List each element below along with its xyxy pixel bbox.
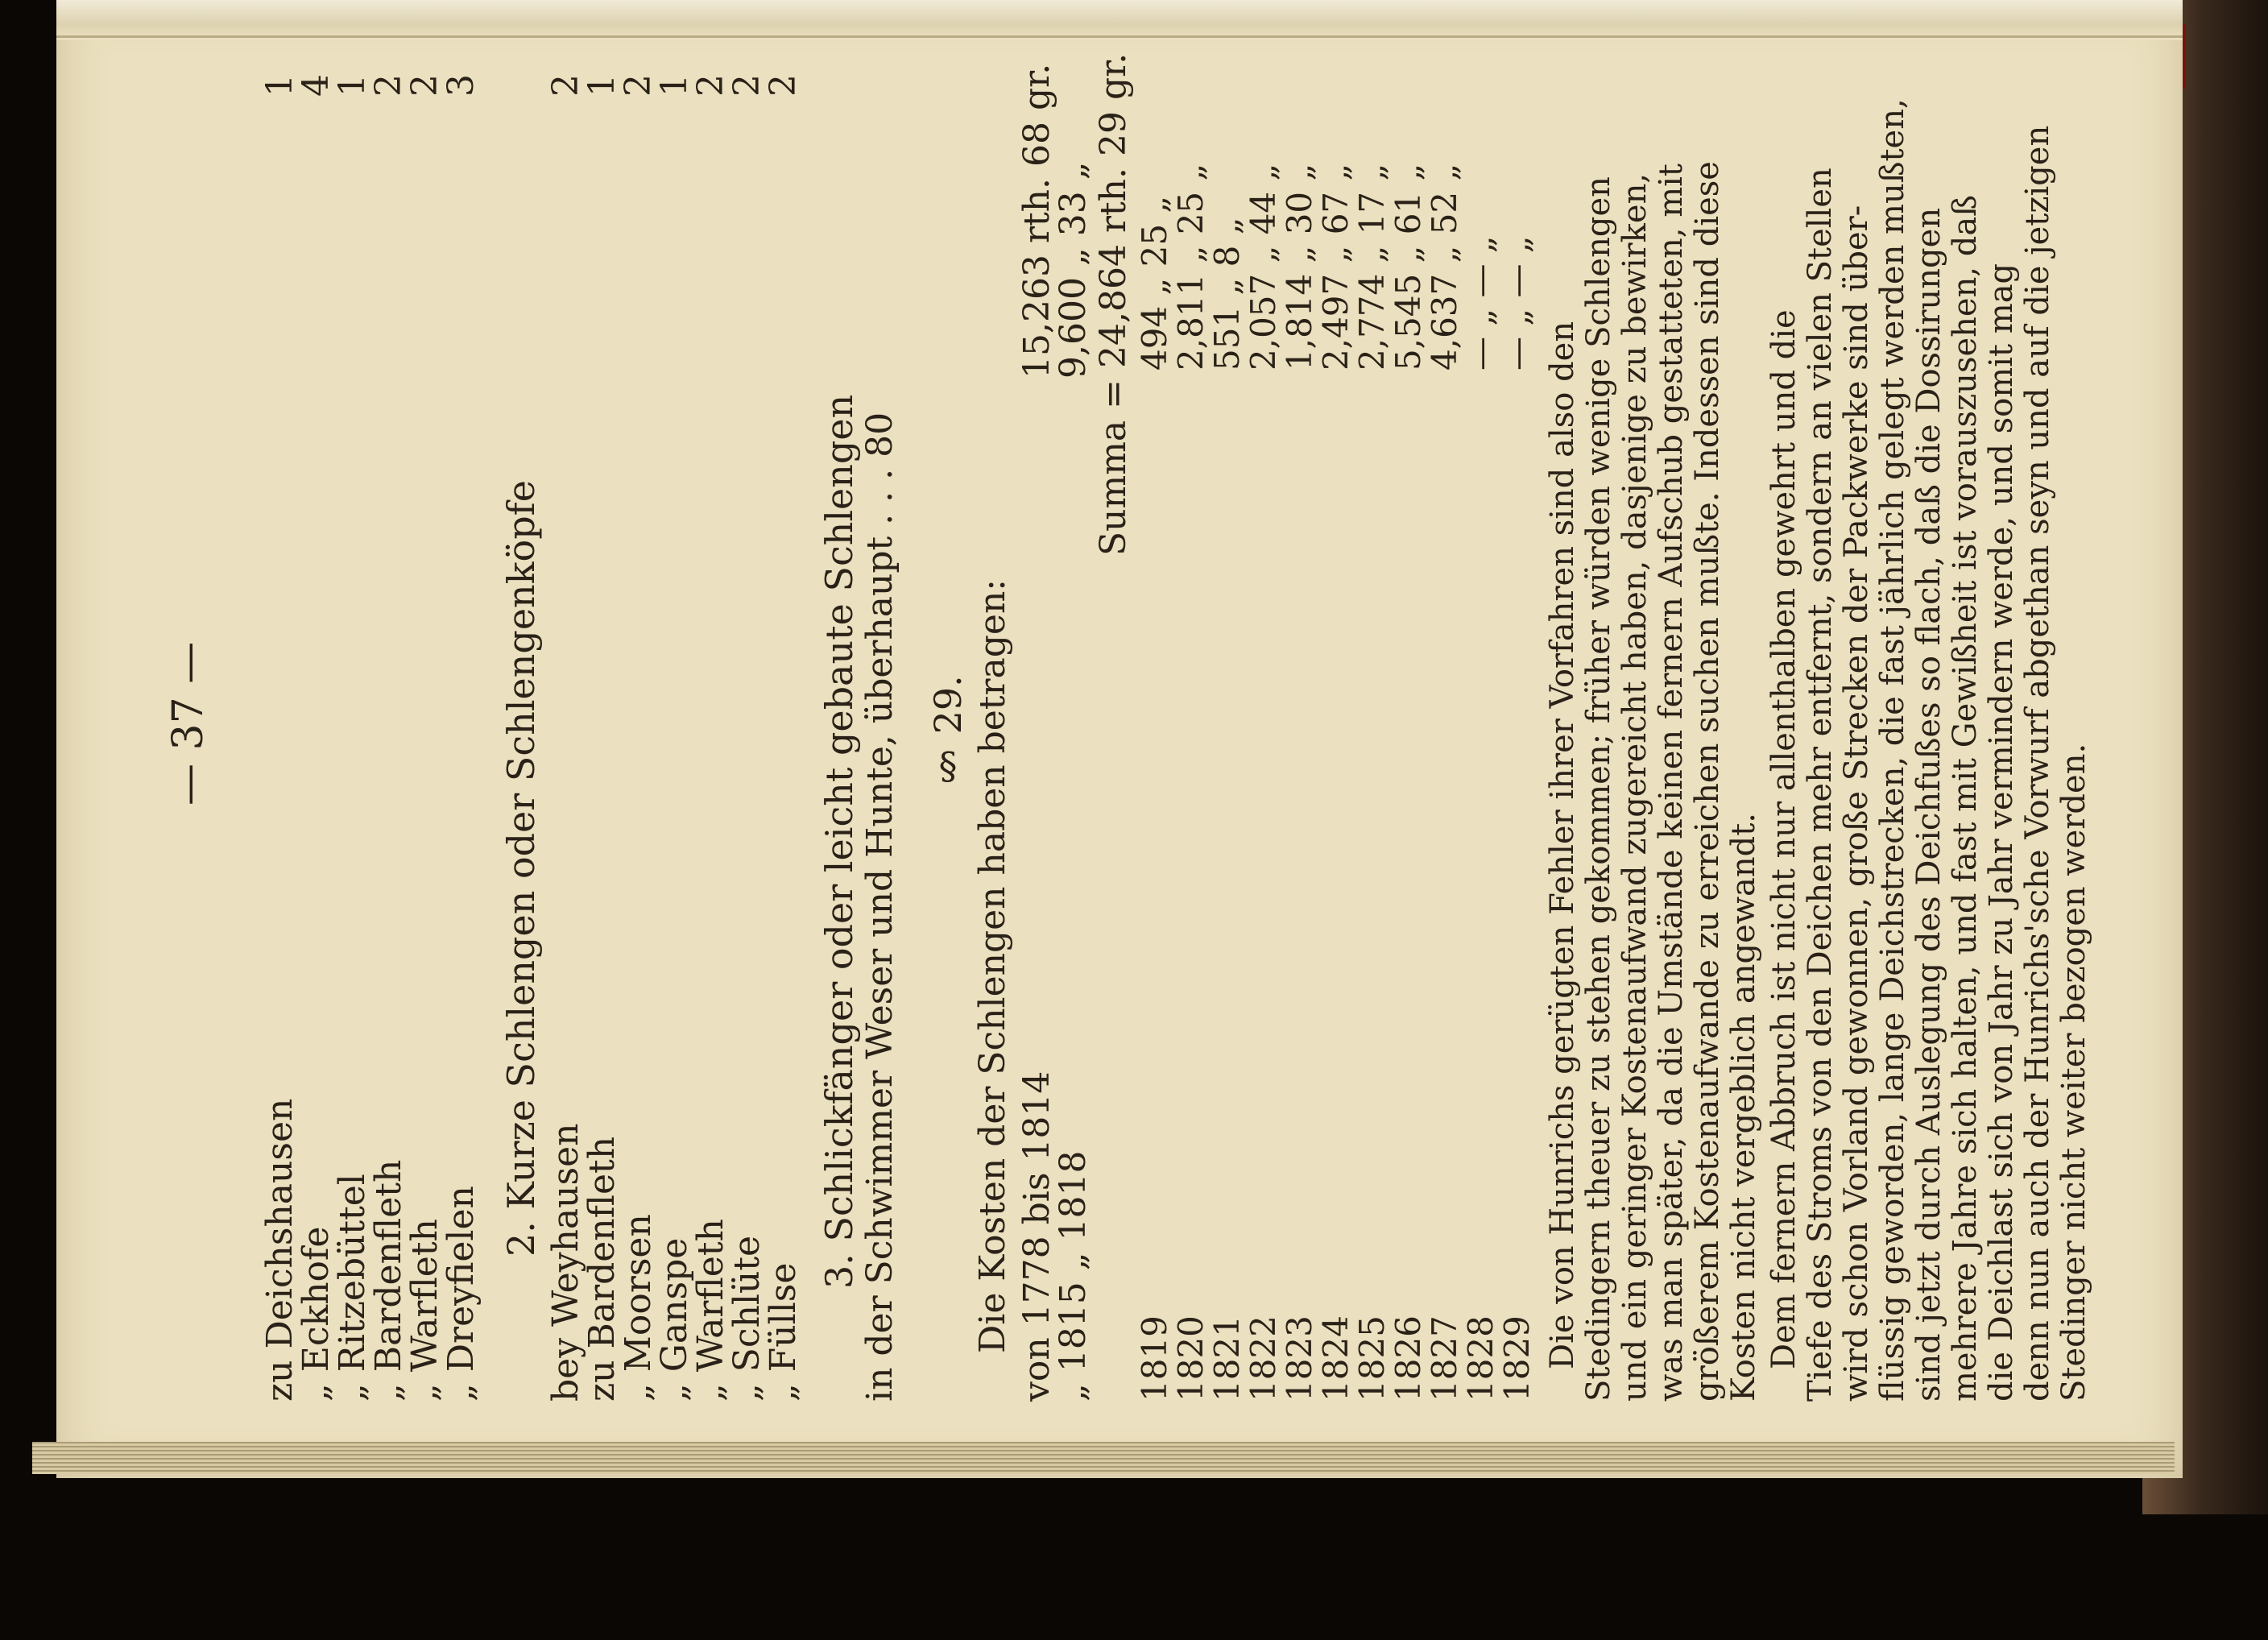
section-number: § 29. bbox=[926, 675, 970, 789]
summa: Summa = 24,864 rth. 29 gr. bbox=[1093, 52, 1134, 556]
year-amount: 2,497 „ 67 „ bbox=[1316, 163, 1355, 371]
paragraph-line: und ein geringer Kostenaufwand zugereicht haben, dasjenige zu bewirken, bbox=[1616, 172, 1653, 1402]
paragraph-line: Tiefe des Stroms von den Deichen mehr entfernt, sondern an vielen Stellen bbox=[1802, 168, 1839, 1402]
paragraph-line: Die von Hunrichs gerügten Fehler ihrer Vorfahren sind also den bbox=[1544, 321, 1581, 1369]
list-item: „ Füllse bbox=[763, 1262, 804, 1402]
paragraph-line: Dem fernern Abbruch ist nicht nur allenthalben gewehrt und die bbox=[1765, 309, 1802, 1369]
list-item: bey Weyhausen bbox=[545, 1123, 586, 1402]
year-amount: — „ — „ bbox=[1497, 235, 1537, 371]
paragraph-line: sind jetzt durch Auslegung des Deichfußes so flach, daß die Dossirungen bbox=[1910, 207, 1947, 1402]
section-heading: 2. Kurze Schlengen oder Schlengenköpfe bbox=[499, 480, 543, 1257]
list-item-count: 1 bbox=[259, 74, 300, 97]
paragraph-line: wird schon Vorland gewonnen, große Strecken der Packwerke sind über- bbox=[1838, 205, 1875, 1402]
year: 1824 bbox=[1316, 1315, 1355, 1402]
list-item-count: 1 bbox=[332, 74, 373, 97]
year-amount: 494 „ 25 „ bbox=[1135, 195, 1174, 371]
year: 1828 bbox=[1461, 1315, 1500, 1402]
year: 1825 bbox=[1352, 1315, 1392, 1402]
cost-amount: 15,263 rth. 68 gr. bbox=[1016, 63, 1057, 379]
paragraph-line: mehrere Jahre sich halten, und fast mit Gewißheit ist vorauszusehen, daß bbox=[1947, 195, 1984, 1402]
list-item: „ Bardenfleth bbox=[368, 1159, 409, 1402]
year: 1829 bbox=[1497, 1315, 1537, 1402]
list-item-count: 3 bbox=[441, 74, 482, 97]
year: 1823 bbox=[1280, 1315, 1319, 1402]
paragraph-line: Stedinger nicht weiter bezogen werden. bbox=[2055, 743, 2092, 1402]
year-amount: 2,057 „ 44 „ bbox=[1244, 163, 1283, 371]
paragraph-line: flüssig geworden, lange Deichstrecken, die fast jährlich gelegt werden mußten, bbox=[1874, 98, 1911, 1402]
list-item: „ Eckhofe bbox=[296, 1226, 337, 1402]
list-item: „ Moorsen bbox=[618, 1214, 659, 1402]
list-item: „ Schlüte bbox=[726, 1235, 768, 1402]
list-item-count: 2 bbox=[404, 74, 445, 97]
year-amount: — „ — „ bbox=[1461, 235, 1500, 371]
list-item: „ Ritzebüttel bbox=[332, 1174, 373, 1402]
list-item-count: 2 bbox=[726, 74, 768, 97]
year-amount: 551 „ 8 „ bbox=[1207, 217, 1247, 371]
page-text bbox=[153, 32, 2126, 1418]
year: 1821 bbox=[1207, 1315, 1247, 1402]
list-item-count: 1 bbox=[581, 74, 623, 97]
list-item: zu Deichshausen bbox=[259, 1098, 300, 1402]
year: 1826 bbox=[1389, 1315, 1428, 1402]
list-item: „ Warfleth bbox=[404, 1219, 445, 1402]
list-item: „ Ganspe bbox=[654, 1237, 695, 1402]
paragraph-line: Stedingern theuer zu stehen gekommen; früher würden wenige Schlengen bbox=[1580, 176, 1617, 1402]
paragraph-line: größerem Kostenaufwande zu erreichen suchen mußte. Indessen sind diese bbox=[1689, 161, 1726, 1402]
list-item-count: 1 bbox=[654, 74, 695, 97]
section-heading: 3. Schlickfänger oder leicht gebaute Schlengen bbox=[817, 394, 861, 1289]
year-amount: 2,811 „ 25 „ bbox=[1171, 163, 1211, 371]
page-edges bbox=[32, 1442, 2175, 1474]
cost-label: von 1778 bis 1814 bbox=[1016, 1071, 1057, 1402]
list-item-count: 4 bbox=[296, 74, 337, 97]
cost-amount: 9,600 „ 33 „ bbox=[1053, 161, 1094, 379]
list-item-count: 2 bbox=[690, 74, 731, 97]
year: 1819 bbox=[1135, 1315, 1174, 1402]
intro-line: Die Kosten der Schlengen haben betragen: bbox=[972, 578, 1013, 1353]
page-number: — 37 — bbox=[164, 641, 213, 806]
list-item: „ Warfleth bbox=[690, 1219, 731, 1402]
list-item-count: 2 bbox=[763, 74, 804, 97]
year-amount: 5,545 „ 61 „ bbox=[1389, 163, 1428, 371]
year-amount: 1,814 „ 30 „ bbox=[1280, 163, 1319, 371]
list-item-count: 2 bbox=[618, 74, 659, 97]
page-content bbox=[16, 0, 2126, 1418]
cost-label: „ 1815 „ 1818 bbox=[1053, 1150, 1094, 1402]
list-item: „ Dreyfielen bbox=[441, 1186, 482, 1402]
year: 1820 bbox=[1171, 1315, 1211, 1402]
paragraph-line: die Deichlast sich von Jahr zu Jahr vermindern werde, und somit mag bbox=[1983, 263, 2020, 1402]
list-item: zu Bardenfleth bbox=[581, 1136, 623, 1402]
list-item-count: 2 bbox=[545, 74, 586, 97]
section-heading-line2: in der Schwimmer Weser und Hunte, überhaupt . . . 80 bbox=[859, 412, 900, 1402]
year: 1822 bbox=[1244, 1315, 1283, 1402]
list-item-count: 2 bbox=[368, 74, 409, 97]
year: 1827 bbox=[1425, 1315, 1464, 1402]
year-amount: 2,774 „ 17 „ bbox=[1352, 163, 1392, 371]
paragraph-line: denn nun auch der Hunrichs'sche Vorwurf abgethan seyn und auf die jetzigen bbox=[2019, 125, 2056, 1402]
year-amount: 4,637 „ 52 „ bbox=[1425, 163, 1464, 371]
paragraph-line: Kosten nicht vergeblich angewandt. bbox=[1725, 812, 1762, 1402]
paragraph-line: was man später, da die Umstände keinen fernern Aufschub gestatteten, mit bbox=[1653, 163, 1690, 1402]
